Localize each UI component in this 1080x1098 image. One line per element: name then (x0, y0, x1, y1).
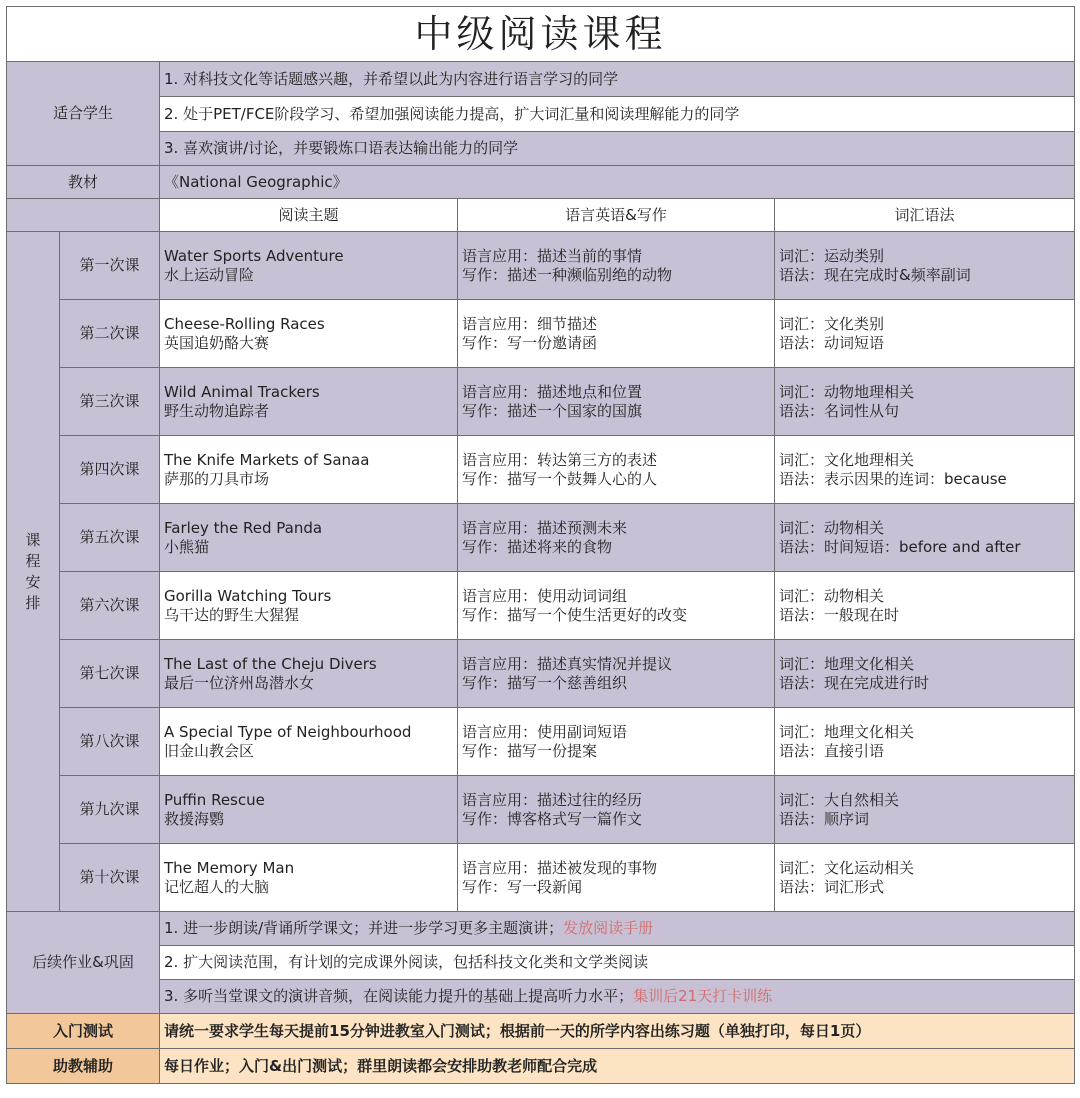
schedule-label-text: 课程安排 (25, 530, 41, 612)
lesson-name: 第八次课 (60, 708, 160, 776)
lesson-language-cell (458, 776, 775, 844)
lesson-topic-en: Gorilla Watching Tours (164, 586, 332, 605)
lesson-writing: 写作：写一段新闻 (462, 877, 583, 896)
lesson-topic-cell (160, 844, 458, 912)
ta-label: 助教辅助 (7, 1049, 160, 1084)
lesson-name: 第五次课 (60, 504, 160, 572)
lesson-grammar: 语法：现在完成时&频率副词 (779, 265, 971, 284)
lesson-writing: 写作：描写一个慈善组织 (462, 673, 628, 692)
lesson-grammar: 语法：动词短语 (779, 333, 885, 352)
followup-item (160, 912, 1075, 946)
lesson-language-cell (458, 572, 775, 640)
audience-label: 适合学生 (7, 62, 160, 166)
lesson-topic-cn: 萨那的刀具市场 (164, 469, 270, 488)
lesson-name: 第六次课 (60, 572, 160, 640)
followup-item-highlight: 发放阅读手册 (563, 919, 654, 937)
lesson-vocab: 词汇：文化地理相关 (779, 450, 915, 469)
lesson-topic-cn: 小熊猫 (164, 537, 210, 556)
lesson-vocab-cell (775, 368, 1075, 436)
lesson-grammar: 语法：名词性从句 (779, 401, 900, 420)
lesson-language-use: 语言应用：细节描述 (462, 314, 598, 333)
lesson-topic-en: The Last of the Cheju Divers (164, 654, 377, 673)
lesson-topic-cell (160, 368, 458, 436)
lesson-topic-cell (160, 504, 458, 572)
column-header-language: 语言英语&写作 (458, 199, 775, 232)
lesson-language-use: 语言应用：描述预测未来 (462, 518, 628, 537)
lesson-name: 第一次课 (60, 232, 160, 300)
lesson-topic-cn: 英国追奶酪大赛 (164, 333, 270, 352)
lesson-writing: 写作：描述一个国家的国旗 (462, 401, 643, 420)
lesson-topic-en: Farley the Red Panda (164, 518, 323, 537)
ta-value: 每日作业；入门&出门测试；群里朗读都会安排助教老师配合完成 (160, 1049, 1075, 1084)
followup-label: 后续作业&巩固 (7, 912, 160, 1014)
lesson-language-cell (458, 368, 775, 436)
lesson-grammar: 语法：时间短语：before and after (779, 537, 1021, 556)
lesson-topic-cn: 记忆超人的大脑 (164, 877, 270, 896)
lesson-topic-en: A Special Type of Neighbourhood (164, 722, 412, 741)
lesson-language-use: 语言应用：描述被发现的事物 (462, 858, 658, 877)
lesson-vocab-cell (775, 844, 1075, 912)
lesson-topic-en: The Memory Man (164, 858, 295, 877)
column-header-vocab: 词汇语法 (775, 199, 1075, 232)
followup-item-highlight: 集训后21天打卡训练 (633, 987, 773, 1005)
lesson-vocab-cell (775, 640, 1075, 708)
lesson-language-cell (458, 504, 775, 572)
lesson-grammar: 语法：现在完成进行时 (779, 673, 930, 692)
lesson-vocab-cell (775, 572, 1075, 640)
lesson-language-use: 语言应用：转达第三方的表述 (462, 450, 658, 469)
audience-item-3: 3. 喜欢演讲/讨论，并要锻炼口语表达输出能力的同学 (160, 132, 1075, 166)
lesson-language-cell (458, 708, 775, 776)
lesson-vocab: 词汇：动物地理相关 (779, 382, 915, 401)
column-header-blank (7, 199, 160, 232)
lesson-topic-cn: 旧金山教会区 (164, 741, 255, 760)
lesson-language-use: 语言应用：描述地点和位置 (462, 382, 643, 401)
lesson-writing: 写作：写一份邀请函 (462, 333, 598, 352)
lesson-topic-cn: 最后一位济州岛潜水女 (164, 673, 315, 692)
lesson-vocab: 词汇：文化运动相关 (779, 858, 915, 877)
lesson-grammar: 语法：一般现在时 (779, 605, 900, 624)
lesson-language-cell (458, 436, 775, 504)
lesson-name: 第七次课 (60, 640, 160, 708)
lesson-topic-en: Cheese-Rolling Races (164, 314, 325, 333)
course-sheet (6, 6, 1074, 1084)
lesson-topic-cell (160, 776, 458, 844)
lesson-writing: 写作：描写一个使生活更好的改变 (462, 605, 688, 624)
lesson-name: 第三次课 (60, 368, 160, 436)
schedule-label (7, 232, 60, 912)
lesson-grammar: 语法：直接引语 (779, 741, 885, 760)
lesson-grammar: 语法：表示因果的连词：because (779, 469, 1007, 488)
followup-item-text: 3. 多听当堂课文的演讲音频，在阅读能力提升的基础上提高听力水平； (164, 987, 634, 1005)
lesson-vocab-cell (775, 708, 1075, 776)
lesson-topic-cell (160, 640, 458, 708)
lesson-vocab: 词汇：动物相关 (779, 518, 885, 537)
lesson-topic-cell (160, 300, 458, 368)
followup-item (160, 946, 1075, 980)
lesson-name: 第四次课 (60, 436, 160, 504)
entry-test-value: 请统一要求学生每天提前15分钟进教室入门测试；根据前一天的所学内容出练习题（单独打印，每日1页） (160, 1014, 1075, 1049)
lesson-topic-cn: 救援海鹦 (164, 809, 225, 828)
lesson-language-use: 语言应用：描述真实情况并提议 (462, 654, 673, 673)
followup-item (160, 980, 1075, 1014)
lesson-writing: 写作：博客格式写一篇作文 (462, 809, 643, 828)
lesson-vocab: 词汇：运动类别 (779, 246, 885, 265)
lesson-topic-en: The Knife Markets of Sanaa (164, 450, 370, 469)
lesson-name: 第九次课 (60, 776, 160, 844)
lesson-topic-en: Wild Animal Trackers (164, 382, 320, 401)
lesson-language-cell (458, 300, 775, 368)
audience-item-1: 1. 对科技文化等话题感兴趣，并希望以此为内容进行语言学习的同学 (160, 62, 1075, 97)
lesson-topic-cell (160, 232, 458, 300)
lesson-language-cell (458, 640, 775, 708)
lesson-writing: 写作：描述将来的食物 (462, 537, 613, 556)
lesson-vocab: 词汇：地理文化相关 (779, 654, 915, 673)
lesson-grammar: 语法：顺序词 (779, 809, 870, 828)
column-header-topic: 阅读主题 (160, 199, 458, 232)
lesson-vocab-cell (775, 436, 1075, 504)
audience-item-2: 2. 处于PET/FCE阶段学习、希望加强阅读能力提高，扩大词汇量和阅读理解能力的同学 (160, 97, 1075, 132)
followup-item-text: 2. 扩大阅读范围，有计划的完成课外阅读，包括科技文化类和文学类阅读 (164, 953, 649, 971)
lesson-vocab: 词汇：地理文化相关 (779, 722, 915, 741)
lesson-vocab-cell (775, 300, 1075, 368)
lesson-topic-cn: 水上运动冒险 (164, 265, 255, 284)
lesson-vocab: 词汇：文化类别 (779, 314, 885, 333)
lesson-grammar: 语法：词汇形式 (779, 877, 885, 896)
lesson-topic-cell (160, 572, 458, 640)
followup-item-text: 1. 进一步朗读/背诵所学课文；并进一步学习更多主题演讲； (164, 919, 564, 937)
textbook-value: 《National Geographic》 (160, 166, 1075, 199)
lesson-topic-cn: 野生动物追踪者 (164, 401, 270, 420)
lesson-vocab-cell (775, 504, 1075, 572)
lesson-writing: 写作：描写一个鼓舞人心的人 (462, 469, 658, 488)
textbook-label: 教材 (7, 166, 160, 199)
lesson-name: 第十次课 (60, 844, 160, 912)
lesson-vocab: 词汇：动物相关 (779, 586, 885, 605)
lesson-language-cell (458, 232, 775, 300)
page-title: 中级阅读课程 (7, 7, 1075, 62)
lesson-language-use: 语言应用：描述过往的经历 (462, 790, 643, 809)
lesson-language-use: 语言应用：使用动词词组 (462, 586, 628, 605)
lesson-language-use: 语言应用：描述当前的事情 (462, 246, 643, 265)
lesson-topic-en: Water Sports Adventure (164, 246, 344, 265)
lesson-language-use: 语言应用：使用副词短语 (462, 722, 628, 741)
lesson-vocab-cell (775, 232, 1075, 300)
lesson-topic-en: Puffin Rescue (164, 790, 265, 809)
lesson-writing: 写作：描述一种濒临别绝的动物 (462, 265, 673, 284)
lesson-name: 第二次课 (60, 300, 160, 368)
lesson-language-cell (458, 844, 775, 912)
lesson-vocab-cell (775, 776, 1075, 844)
lesson-topic-cn: 乌干达的野生大猩猩 (164, 605, 300, 624)
lesson-vocab: 词汇：大自然相关 (779, 790, 900, 809)
entry-test-label: 入门测试 (7, 1014, 160, 1049)
lesson-topic-cell (160, 708, 458, 776)
course-table (6, 6, 1075, 1084)
lesson-topic-cell (160, 436, 458, 504)
lesson-writing: 写作：描写一份提案 (462, 741, 598, 760)
